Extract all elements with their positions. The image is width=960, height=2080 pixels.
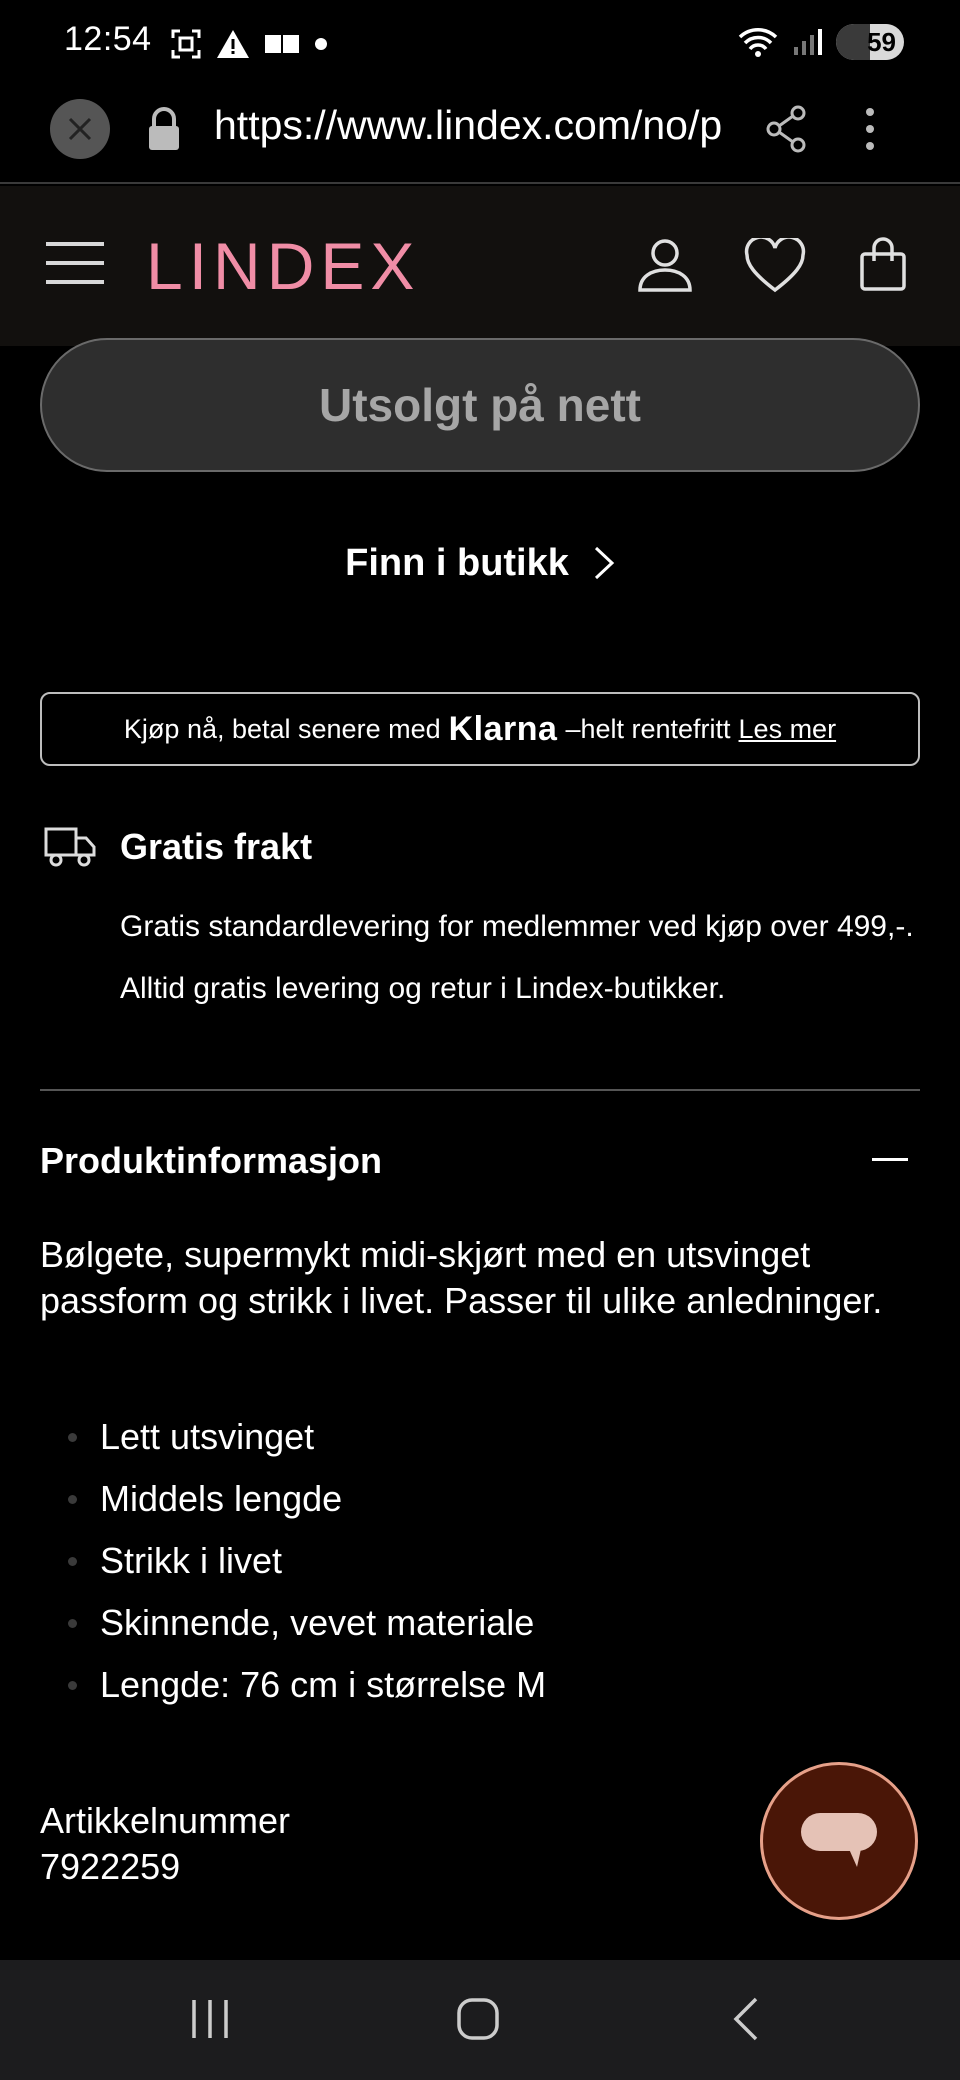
list-item: Skinnende, vevet materiale: [40, 1598, 920, 1660]
klarna-read-more-link[interactable]: Les mer: [738, 713, 837, 744]
list-item: Strikk i livet: [40, 1536, 920, 1598]
home-icon[interactable]: [456, 1996, 500, 2042]
battery-level: 59: [867, 26, 896, 57]
article-number-value: 7922259: [40, 1846, 181, 1887]
lock-icon: [146, 106, 182, 152]
dot-icon: [314, 37, 328, 51]
more-options-icon[interactable]: [862, 104, 878, 154]
free-shipping-title: Gratis frakt: [120, 826, 313, 867]
list-item: Lengde: 76 cm i størrelse M: [40, 1660, 920, 1722]
recent-apps-icon[interactable]: [190, 1996, 230, 2042]
find-in-store-label: Finn i butikk: [345, 541, 569, 584]
warning-icon: [216, 29, 250, 59]
delivery-truck-icon: [44, 826, 96, 868]
close-icon: [67, 116, 93, 142]
wifi-icon: [738, 26, 778, 58]
site-header: [0, 186, 960, 346]
collapse-minus-icon[interactable]: [872, 1158, 908, 1161]
back-icon[interactable]: [730, 1996, 760, 2042]
signal-icon: [792, 27, 822, 57]
klarna-prefix: Kjøp nå, betal senere med: [123, 713, 441, 744]
status-icons-right: [738, 22, 904, 62]
product-description: Bølgete, supermykt midi-skjørt med en utsvinget passform og strikk i livet. Passer til ulike anledninger.: [40, 1234, 883, 1321]
url-field[interactable]: https://www.lindex.com/no/p: [214, 102, 723, 148]
klarna-suffix: –helt rentefritt: [565, 713, 731, 744]
product-info-heading[interactable]: Produktinformasjon: [40, 1140, 383, 1181]
system-navigation-bar: [0, 1960, 960, 2080]
chevron-right-icon: [593, 545, 615, 581]
list-item: Lett utsvinget: [40, 1412, 920, 1474]
divider: [40, 1089, 920, 1091]
wishlist-heart-icon[interactable]: [744, 238, 806, 294]
product-features-list: [40, 1412, 920, 1722]
klarna-logo: Klarna: [448, 709, 558, 748]
screenshot-icon: [170, 28, 202, 60]
list-item: Middels lengde: [40, 1474, 920, 1536]
battery-icon: [836, 24, 904, 60]
chat-bubble-icon: [799, 1809, 879, 1873]
status-time: 12:54: [64, 20, 152, 58]
article-number-label: Artikkelnummer: [40, 1800, 291, 1841]
lindex-logo[interactable]: LINDEX: [146, 229, 421, 303]
find-in-store-link[interactable]: [0, 530, 960, 596]
hamburger-menu-icon[interactable]: [44, 240, 106, 286]
chat-button[interactable]: [760, 1762, 918, 1920]
status-icons-left: [170, 26, 328, 62]
account-icon[interactable]: [636, 236, 694, 294]
sold-out-button[interactable]: Utsolgt på nett: [40, 338, 920, 472]
shopping-bag-icon[interactable]: [858, 236, 908, 292]
notification-icon: [264, 32, 300, 56]
free-shipping-text: Gratis standardlevering for medlemmer ved kjøp over 499,-. Alltid gratis levering og retur i Lindex-butikker.: [120, 910, 914, 1005]
browser-toolbar: [0, 84, 960, 184]
close-tab-button[interactable]: [50, 99, 110, 159]
klarna-banner: [40, 692, 920, 766]
status-bar: [0, 0, 960, 84]
share-icon[interactable]: [764, 104, 808, 154]
